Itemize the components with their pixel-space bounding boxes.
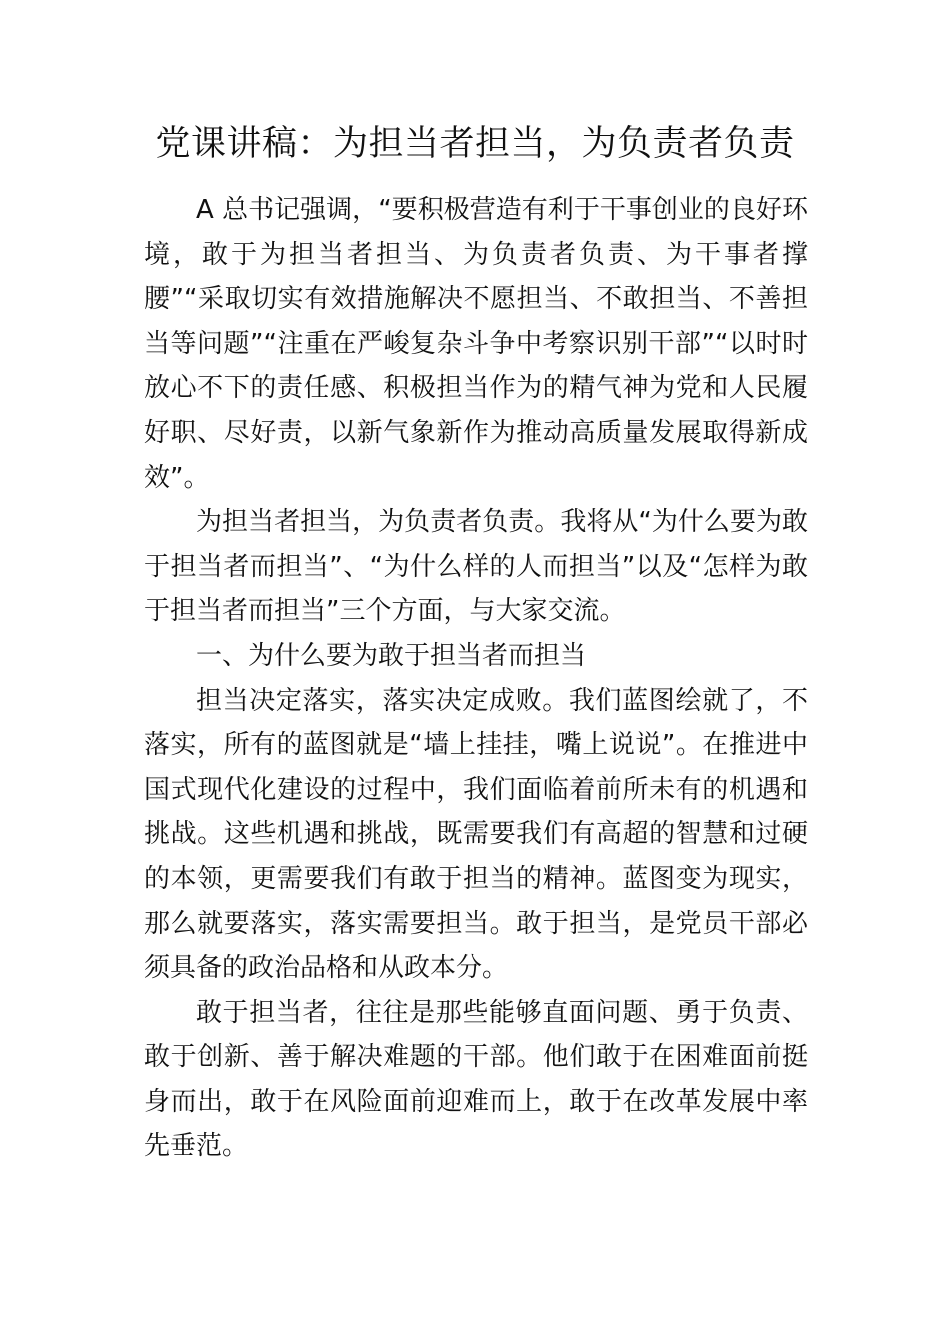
paragraph-responsibility: 担当决定落实，落实决定成败。我们蓝图绘就了，不落实，所有的蓝图就是“墙上挂挂，嘴上说说”。在推进中国式现代化建设的过程中，我们面临着前所未有的机遇和挑战。这些机遇和挑战，既需要我们有高超的智慧和过硬的本领，更需要我们有敢于担当的精神。蓝图变为现实，那么就要落实，落实需要担当。敢于担当，是党员干部必须具备的政治品格和从政本分。: [144, 685, 808, 984]
document-title: 党课讲稿：为担当者担当，为负责者负责: [155, 124, 795, 164]
paragraph-overview: 为担当者担当，为负责者负责。我将从“为什么要为敢于担当者而担当”、“为什么样的人而担当”以及“怎样为敢于担当者而担当”三个方面，与大家交流。: [144, 507, 808, 627]
paragraph-cadres: 敢于担当者，往往是那些能够直面问题、勇于负责、敢于创新、善于解决难题的干部。他们敢于在困难面前挺身而出，敢于在风险面前迎难而上，敢于在改革发展中率先垂范。: [144, 997, 808, 1162]
section-heading-1: 一、为什么要为敢于担当者而担当: [196, 640, 587, 671]
paragraph-quote-intro: A 总书记强调，“要积极营造有利于干事创业的良好环境，敢于为担当者担当、为负责者负责、为干事者撑腰”“采取切实有效措施解决不愿担当、不敢担当、不善担当等问题”“注重在严峻复杂斗争中考察识别干部”“以时时放心不下的责任感、积极担当作为的精气神为党和人民履好职、尽好责，以新气象新作为推动高质量发展取得新成效”。: [144, 195, 808, 493]
document-body: [144, 188, 808, 1169]
